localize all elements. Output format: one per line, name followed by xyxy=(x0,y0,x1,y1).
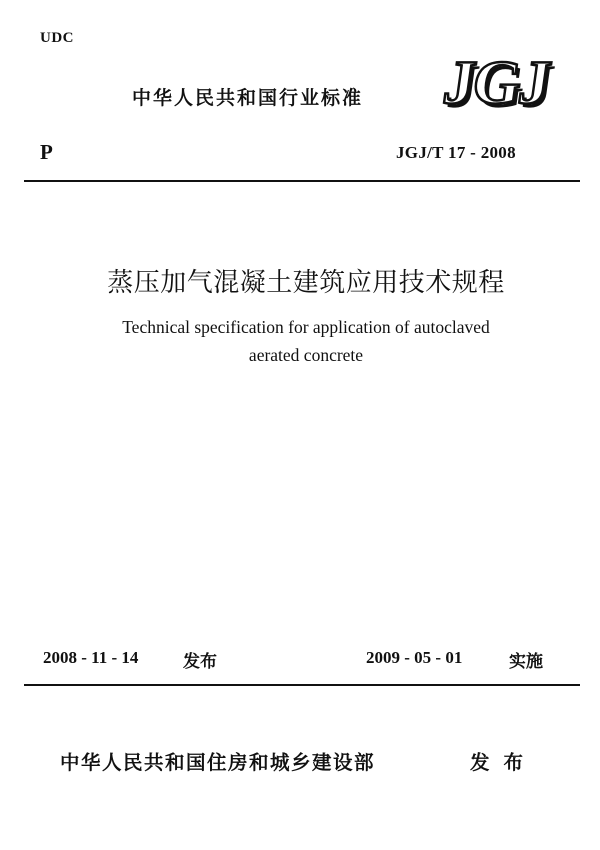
standard-type-heading: 中华人民共和国行业标准 xyxy=(132,87,364,109)
category-code: P xyxy=(40,140,53,164)
standard-number: JGJ/T 17 - 2008 xyxy=(396,143,516,162)
implementation-date: 2009 - 05 - 01 xyxy=(366,648,463,667)
issue-label: 发布 xyxy=(183,652,217,672)
bottom-divider xyxy=(24,684,580,686)
issue-date: 2008 - 11 - 14 xyxy=(43,648,139,667)
english-title-line-1: Technical specification for application of autoclaved xyxy=(122,317,490,337)
jgj-logo: JGJ xyxy=(439,49,554,117)
document-title-english xyxy=(0,313,600,369)
top-divider xyxy=(24,180,580,182)
english-title-line-2: aerated concrete xyxy=(248,345,364,365)
implementation-label: 实施 xyxy=(509,652,543,672)
publisher-name: 中华人民共和国住房和城乡建设部 xyxy=(60,751,376,774)
udc-label: UDC xyxy=(40,30,74,46)
document-title-chinese: 蒸压加气混凝土建筑应用技术规程 xyxy=(107,268,505,298)
publish-label: 发布 xyxy=(470,751,538,774)
